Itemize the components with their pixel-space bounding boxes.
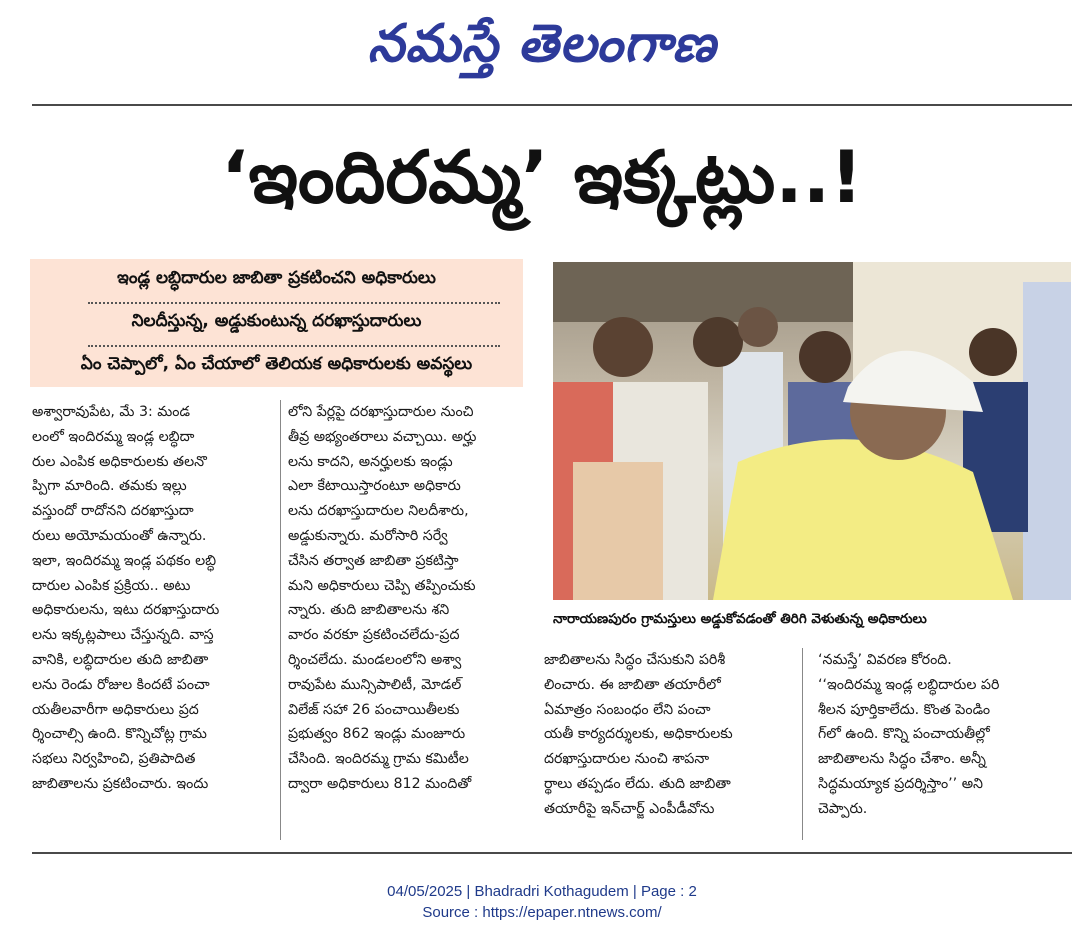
- article-line: తీవ్ర అభ్యంతరాలు వచ్చాయి. అర్హు: [288, 428, 477, 445]
- article-line: లను కాదని, అనర్హులకు ఇండ్లు: [288, 453, 453, 470]
- article-line: లను దరఖాస్తుదారుల నిలదీశారు,: [288, 503, 469, 520]
- masthead-logo: నమస్తే తెలంగాణ: [367, 14, 717, 74]
- article-line: న్నారు. తుది జాబితాలను శని: [288, 602, 450, 619]
- article-column-1: [32, 400, 272, 797]
- column-divider: [802, 648, 803, 840]
- article-line: ర్థాలు తప్పడం లేదు. తుది జాబితా: [544, 775, 731, 792]
- article-line: ‘నమస్తే’ వివరణ కోరంది.: [818, 652, 952, 668]
- article-line: చేసింది. ఇందిరమ్మ గ్రామ కమిటీల: [288, 751, 469, 768]
- article-line: సిద్ధమయ్యాక ప్రదర్శిస్తాం’’ అని: [818, 775, 984, 792]
- article-line: వానికి, లబ్ధిదారుల తుది జాబితా: [32, 651, 209, 668]
- column-divider: [280, 400, 281, 840]
- article-column-4: [818, 648, 1068, 822]
- deck-line-3: ఏం చెప్పాలో, ఏం చేయాలో తెలియక అధికారులకు అవస్థలు: [80, 354, 473, 374]
- article-line: జాబితాలను సిద్ధం చేసుకుని పరిశీ: [544, 652, 726, 668]
- deck-line-2: నిలదీస్తున్న, అడ్డుకుంటున్న దరఖాస్తుదారులు: [131, 311, 422, 331]
- article-line: దరఖాస్తుదారుల నుంచి శాపనా: [544, 751, 710, 768]
- footer-date-edition: 04/05/2025 | Bhadradri Kothagudem | Page : 2: [387, 883, 697, 900]
- article-line: విలేజ్ సహా 26 పంచాయితీలకు: [288, 701, 460, 718]
- article-line: లను ఇక్కట్లపాలు చేస్తున్నది. వాస్త: [32, 627, 214, 644]
- article-line: సభలు నిర్వహించి, ప్రతిపాదిత: [32, 751, 196, 768]
- article-line: జాబితాలను సిద్ధం చేశాం. అన్నీ: [818, 751, 986, 768]
- article-line: అధికారులను, ఇటు దరఖాస్తుదారు: [32, 602, 220, 619]
- article-column-2: [288, 400, 528, 797]
- article-line: ఎలా కేటాయిస్తారంటూ అధికారు: [288, 478, 461, 495]
- article-line: తయారీపై ఇన్‌చార్జ్ ఎంపీడీవోను: [544, 800, 715, 817]
- article-line: దారుల ఎంపిక ప్రక్రియ.. అటు: [32, 577, 191, 594]
- footer-source: Source : https://epaper.ntnews.com/: [422, 904, 662, 921]
- article-line: ఏమాత్రం సంబంధం లేని పంచా: [544, 701, 711, 718]
- article-line: అడ్డుకున్నారు. మరోసారి సర్వే: [288, 527, 448, 544]
- article-line: యతీలవారీగా అధికారులు ప్రద: [32, 701, 199, 718]
- article-line: రులు అయోమయంతో ఉన్నారు.: [32, 527, 207, 544]
- article-line: రుల ఎంపిక అధికారులకు తలనొ: [32, 453, 207, 470]
- article-line: వారం వరకూ ప్రకటించలేదు-ప్రద: [288, 627, 460, 644]
- deck-box: [30, 259, 523, 387]
- article-line: రావుపేట మున్సిపాలిటీ, మోడల్: [288, 676, 462, 693]
- news-photo: [553, 262, 1071, 600]
- article-line: మని అధికారులు చెప్పి తప్పించుకు: [288, 577, 476, 594]
- article-line: ర్శించాల్సి ఉంది. కొన్నిచోట్ల గ్రామ: [32, 726, 207, 743]
- article-line: జాబితాలను ప్రకటించారు. ఇందు: [32, 775, 209, 792]
- deck-line-1: ఇండ్ల లబ్ధిదారుల జాబితా ప్రకటించని అధికారులు: [117, 268, 436, 288]
- article-line: ప్రభుత్వం 862 ఇండ్లు మంజూరు: [288, 726, 466, 743]
- article-line: ప్పిగా మారింది. తమకు ఇల్లు: [32, 478, 187, 495]
- article-line: ర్శించలేదు. మండలంలోని అశ్వా: [288, 651, 462, 668]
- article-line: చెప్పారు.: [818, 800, 868, 817]
- article-line: చేసిన తర్వాత జాబితా ప్రకటిస్తా: [288, 552, 459, 569]
- top-rule: [32, 104, 1072, 106]
- deck-divider: [88, 345, 500, 347]
- article-line: లించారు. ఈ జాబితా తయారీలో: [544, 676, 721, 693]
- article-line: లోని పేర్లపై దరఖాస్తుదారుల నుంచి: [288, 404, 474, 420]
- article-line: ద్వారా అధికారులు 812 మందితో: [288, 775, 472, 792]
- headline: ‘ఇందిరమ్మ’ ఇక్కట్లు..!: [221, 135, 863, 219]
- photo-caption: నారాయణపురం గ్రామస్తులు అడ్డుకోవడంతో తిరిగి వెళుతున్న అధికారులు: [553, 611, 927, 627]
- article-line: అశ్వారావుపేట, మే 3: మండ: [32, 404, 190, 420]
- article-line: యతీ కార్యదర్శులకు, అధికారులకు: [544, 726, 733, 743]
- article-line: గ్‌లో ఉంది. కొన్ని పంచాయతీల్లో: [818, 726, 990, 743]
- deck-divider: [88, 302, 500, 304]
- article-line: వస్తుందో రాదోనని దరఖాస్తుదా: [32, 503, 194, 520]
- article-column-3: [544, 648, 792, 822]
- article-line: లంలో ఇందిరమ్మ ఇండ్ల లబ్ధిదా: [32, 428, 195, 445]
- bottom-rule: [32, 852, 1072, 854]
- officials-leaving-photo: [553, 262, 1071, 600]
- article-line: ‘‘ఇందిరమ్మ ఇండ్ల లబ్ధిదారుల పరి: [818, 676, 1000, 693]
- article-line: శీలన పూర్తికాలేదు. కొంత పెండిం: [818, 701, 991, 718]
- article-line: లను రెండు రోజుల కిందటే పంచా: [32, 676, 210, 693]
- article-line: ఇలా, ఇందిరమ్మ ఇండ్ల పథకం లబ్ధి: [32, 552, 217, 569]
